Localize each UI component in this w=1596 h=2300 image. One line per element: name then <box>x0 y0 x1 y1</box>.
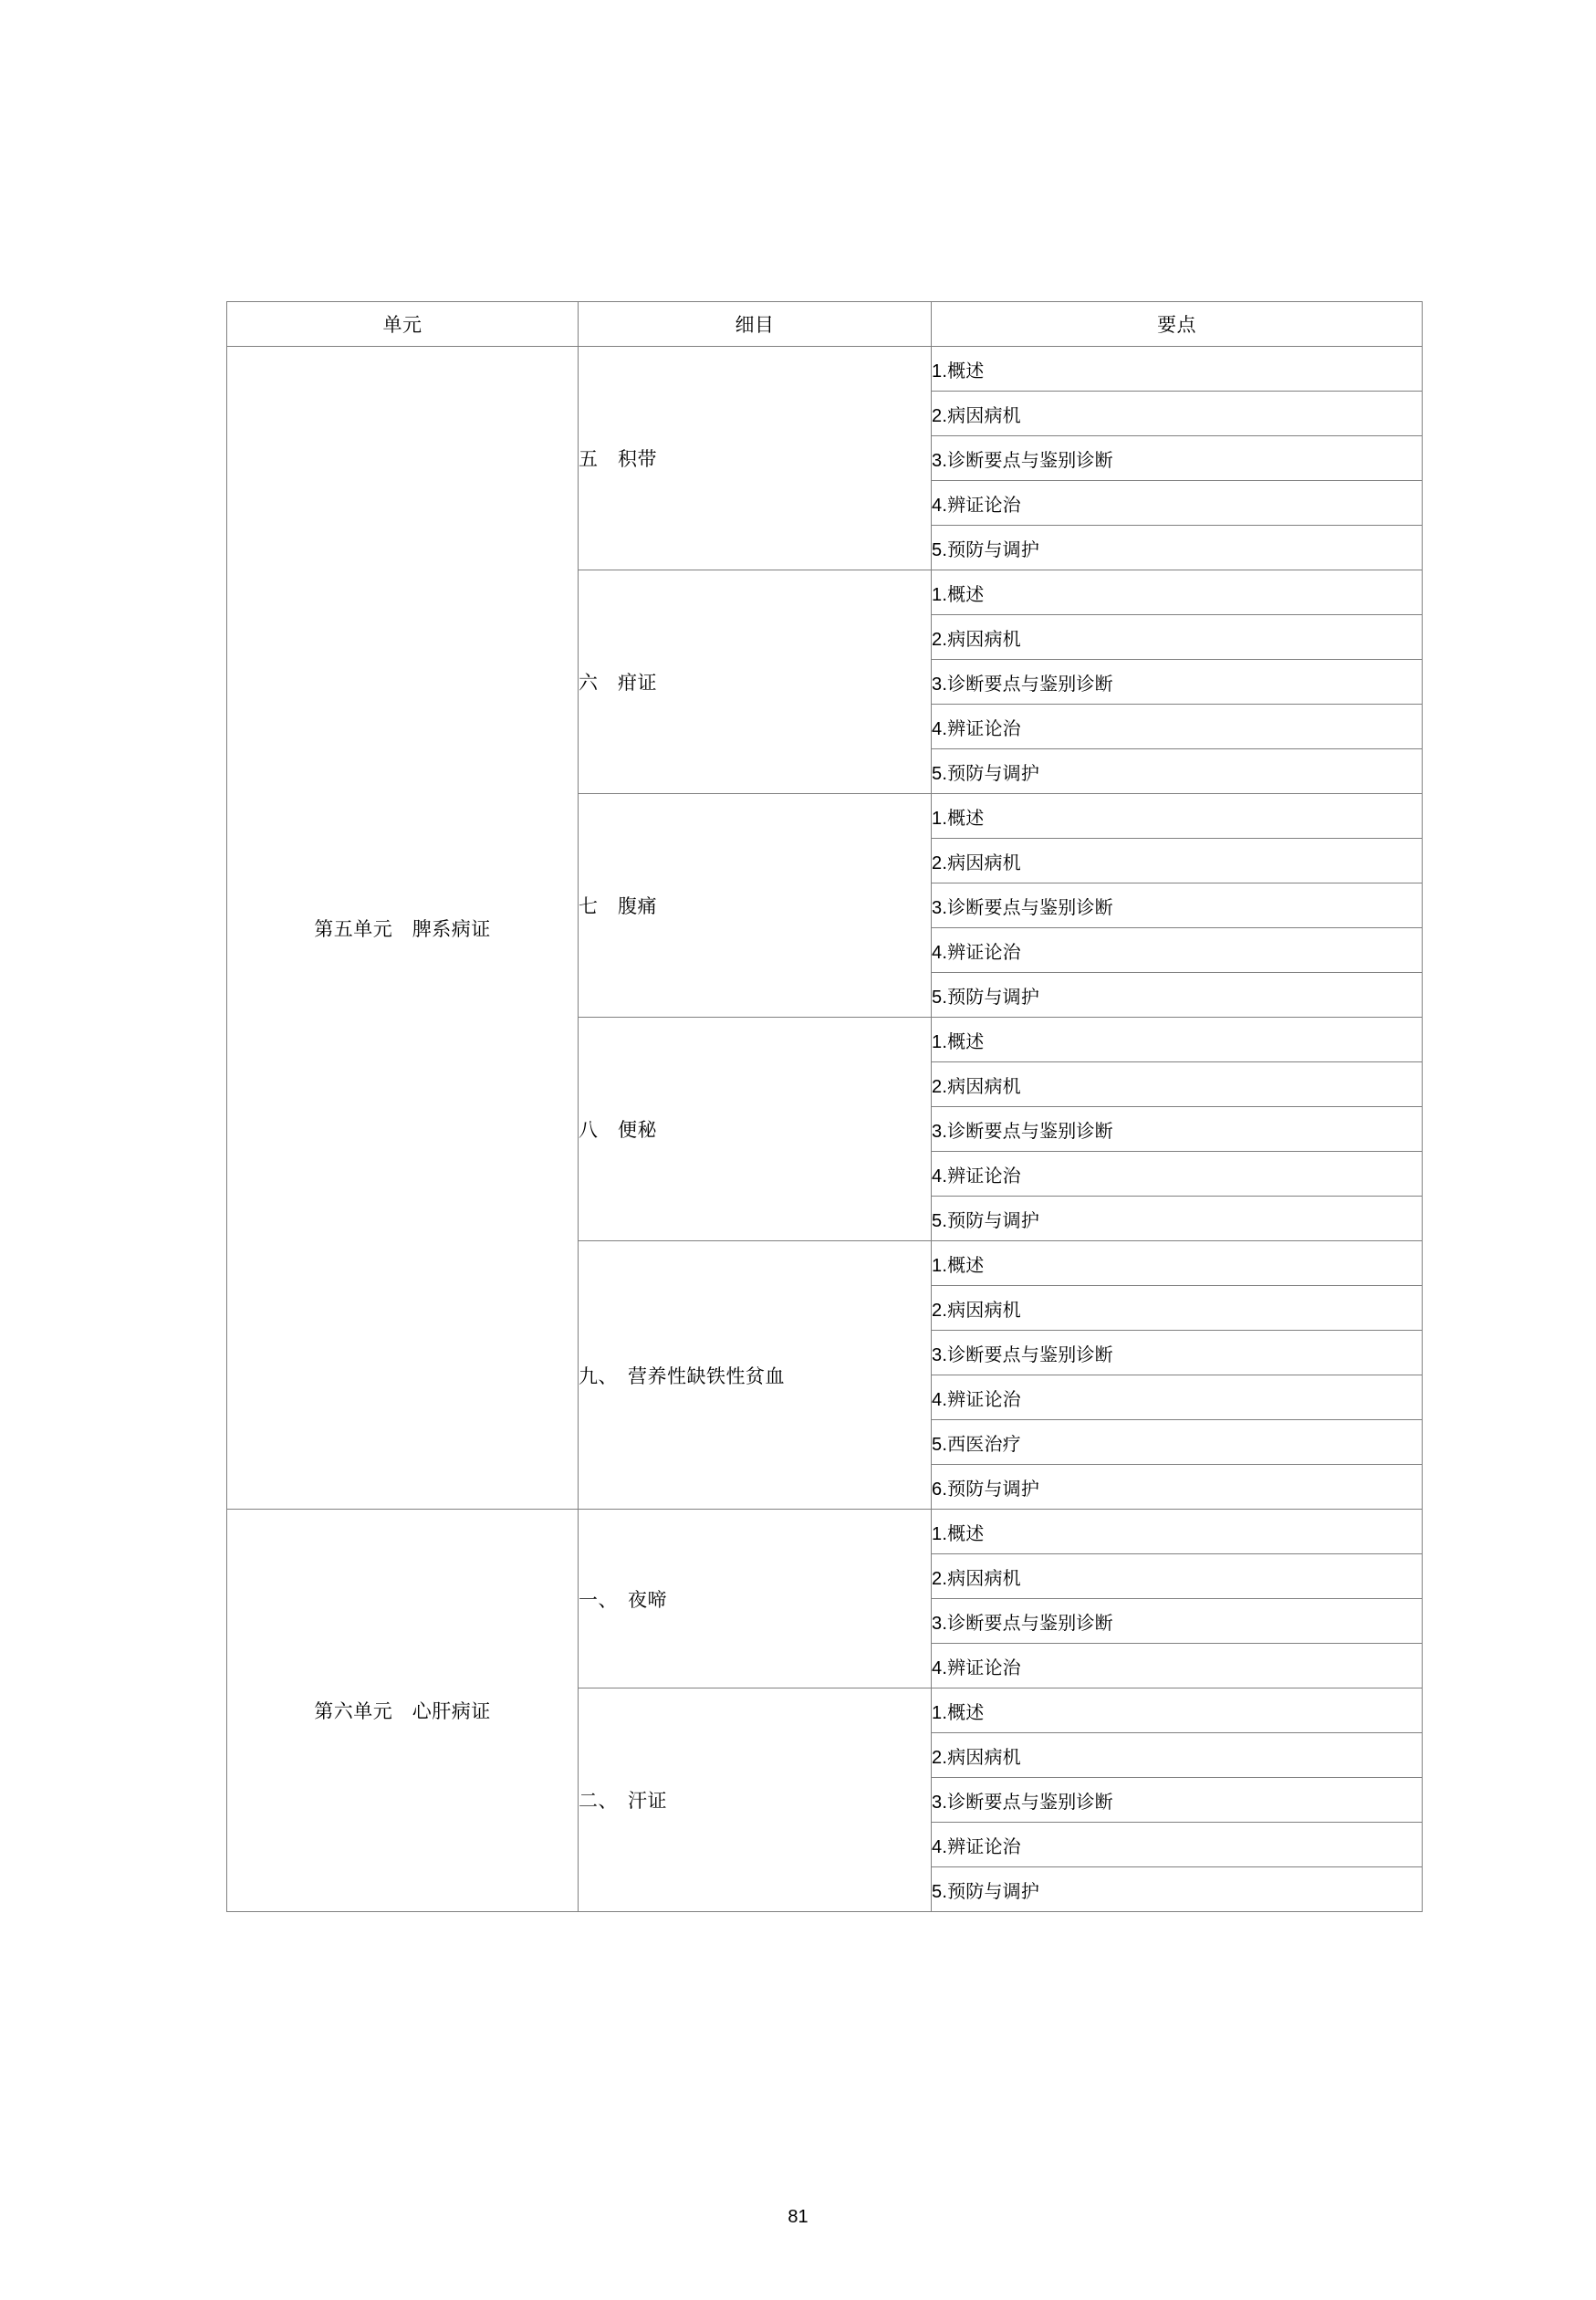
column-header-unit: 单元 <box>227 302 579 347</box>
column-header-detail: 细目 <box>579 302 932 347</box>
point-cell: 1.概述 <box>932 794 1423 839</box>
page-number: 81 <box>788 2207 808 2227</box>
point-cell: 2.病因病机 <box>932 1062 1423 1107</box>
point-cell: 1.概述 <box>932 347 1423 392</box>
point-cell: 3.诊断要点与鉴别诊断 <box>932 1107 1423 1152</box>
point-cell: 4.辨证论治 <box>932 1375 1423 1420</box>
point-cell: 3.诊断要点与鉴别诊断 <box>932 883 1423 928</box>
point-cell: 1.概述 <box>932 1688 1423 1733</box>
table-body <box>227 347 1423 1912</box>
detail-cell: 七 腹痛 <box>579 794 932 1018</box>
column-header-point: 要点 <box>932 302 1423 347</box>
point-cell: 4.辨证论治 <box>932 1152 1423 1197</box>
point-cell: 2.病因病机 <box>932 615 1423 660</box>
point-cell: 4.辨证论治 <box>932 928 1423 973</box>
unit-cell: 第六单元 心肝病证 <box>227 1510 579 1912</box>
detail-cell: 九、 营养性缺铁性贫血 <box>579 1241 932 1510</box>
point-cell: 5.预防与调护 <box>932 1867 1423 1912</box>
point-cell: 3.诊断要点与鉴别诊断 <box>932 436 1423 481</box>
point-cell: 3.诊断要点与鉴别诊断 <box>932 1331 1423 1375</box>
table-row <box>227 1510 1423 1554</box>
point-cell: 6.预防与调护 <box>932 1465 1423 1510</box>
point-cell: 3.诊断要点与鉴别诊断 <box>932 660 1423 705</box>
detail-cell: 二、 汗证 <box>579 1688 932 1912</box>
point-cell: 2.病因病机 <box>932 1733 1423 1778</box>
point-cell: 5.预防与调护 <box>932 1197 1423 1241</box>
detail-cell: 一、 夜啼 <box>579 1510 932 1688</box>
detail-cell: 六 疳证 <box>579 570 932 794</box>
detail-cell: 五 积带 <box>579 347 932 570</box>
unit-cell: 第五单元 脾系病证 <box>227 347 579 1510</box>
table-row <box>227 347 1423 392</box>
point-cell: 1.概述 <box>932 1241 1423 1286</box>
point-cell: 1.概述 <box>932 570 1423 615</box>
point-cell: 1.概述 <box>932 1018 1423 1062</box>
point-cell: 4.辨证论治 <box>932 1823 1423 1867</box>
point-cell: 2.病因病机 <box>932 1286 1423 1331</box>
point-cell: 2.病因病机 <box>932 392 1423 436</box>
syllabus-table-container <box>226 301 1422 1912</box>
point-cell: 5.预防与调护 <box>932 973 1423 1018</box>
point-cell: 4.辨证论治 <box>932 481 1423 526</box>
point-cell: 5.预防与调护 <box>932 526 1423 570</box>
point-cell: 5.预防与调护 <box>932 749 1423 794</box>
table-header-row <box>227 302 1423 347</box>
point-cell: 3.诊断要点与鉴别诊断 <box>932 1599 1423 1644</box>
point-cell: 2.病因病机 <box>932 1554 1423 1599</box>
point-cell: 4.辨证论治 <box>932 705 1423 749</box>
point-cell: 5.西医治疗 <box>932 1420 1423 1465</box>
point-cell: 4.辨证论治 <box>932 1644 1423 1688</box>
point-cell: 3.诊断要点与鉴别诊断 <box>932 1778 1423 1823</box>
point-cell: 1.概述 <box>932 1510 1423 1554</box>
syllabus-table <box>226 301 1423 1912</box>
detail-cell: 八 便秘 <box>579 1018 932 1241</box>
table-header <box>227 302 1423 347</box>
point-cell: 2.病因病机 <box>932 839 1423 883</box>
